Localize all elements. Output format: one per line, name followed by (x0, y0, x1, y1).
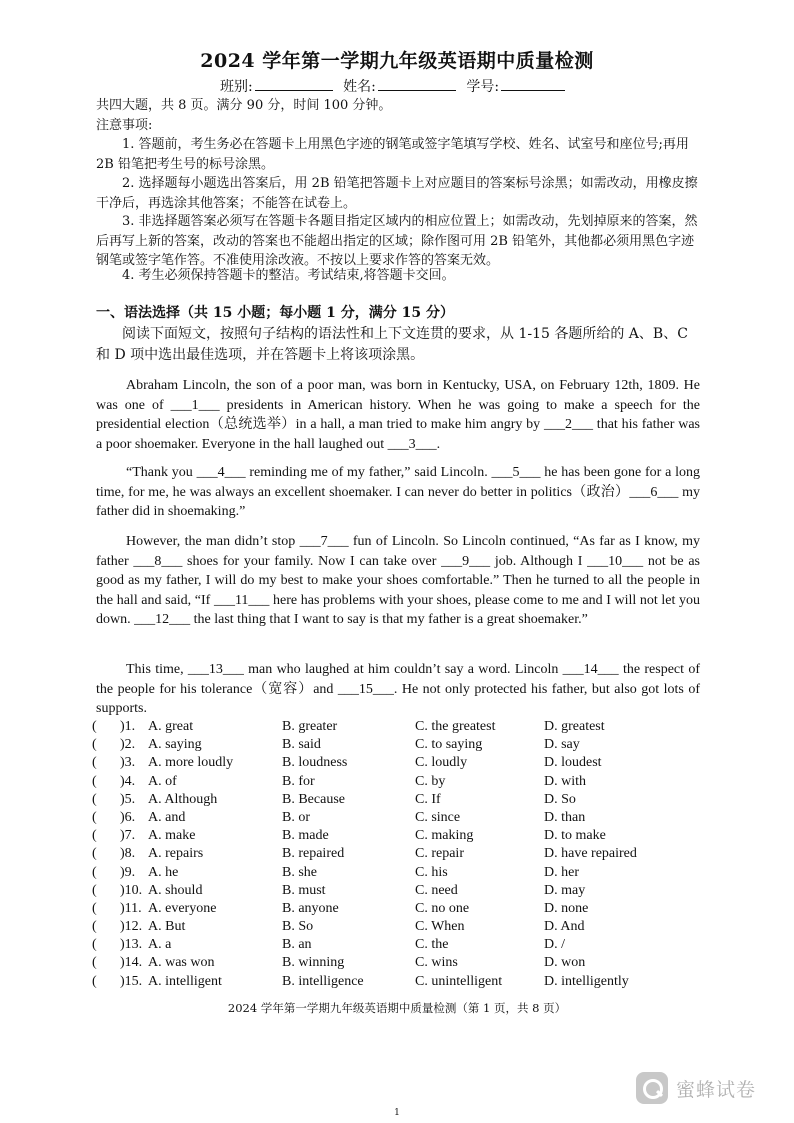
question-number: )15. (120, 973, 143, 989)
passage-paragraph-1: Abraham Lincoln, the son of a poor man, was born in Kentucky, USA, on February 12th, 1809. He was one of ___1___ presidents in American history. When he was going to make a speech for the presidential election（总统选举）in a hall, a man tried to make him angry by ___2___ that his father was a poor shoemaker. Everyone in the hall laughed out ___3___. (96, 378, 700, 452)
option-a: A. make (148, 828, 196, 844)
option-c: C. If (415, 791, 441, 807)
option-a: A. and (148, 809, 186, 825)
watermark-text: 蜜蜂试卷 (676, 1078, 757, 1101)
option-d: D. her (544, 864, 579, 880)
question-number: )13. (120, 937, 143, 953)
option-d: D. intelligently (544, 973, 629, 989)
option-c: C. by (415, 773, 446, 789)
question-number: )5. (120, 791, 136, 807)
option-c: C. no one (415, 900, 470, 916)
section-instruction: 阅读下面短文，按照句子结构的语法性和上下文连贯的要求，从 1-15 各题所给的 A、B、C 和 D 项中选出最佳选项，并在答题卡上将该项涂黑。 (96, 326, 688, 363)
option-d: D. say (544, 737, 580, 753)
question-number: )9. (120, 864, 136, 880)
option-a: A. of (148, 773, 177, 789)
question-row (92, 773, 692, 791)
answer-paren: ( (92, 773, 97, 789)
option-a: A. a (148, 937, 172, 953)
option-d: D. greatest (544, 719, 605, 734)
option-b: B. she (282, 864, 317, 880)
option-a: A. great (148, 719, 194, 734)
question-number: )3. (120, 755, 136, 771)
option-b: B. for (282, 773, 315, 789)
question-row (92, 736, 692, 754)
option-c: C. loudly (415, 755, 468, 771)
option-b: B. loudness (282, 755, 348, 771)
option-b: B. must (282, 882, 326, 898)
note-2: 2. 选择题每小题选出答案后，用 2B 铅笔把答题卡上对应题目的答案标号涂黑；如需改动，用橡皮擦干净后，再选涂其他答案；不能答在试卷上。 (96, 176, 698, 211)
option-b: B. So (282, 919, 314, 935)
option-d: D. loudest (544, 755, 602, 771)
question-number: )12. (120, 919, 143, 935)
option-c: C. wins (415, 955, 458, 971)
answer-paren: ( (92, 882, 97, 898)
passage-paragraph-4: This time, ___13___ man who laughed at him couldn’t say a word. Lincoln ___14___ the respect of the people for his tolerance（宽容）and ___15___. He not only protected his father, but also got lots of supports. (96, 662, 700, 716)
answer-paren: ( (92, 737, 97, 753)
option-c: C. the greatest (415, 719, 496, 734)
page-footer: 2024 学年第一学期九年级英语期中质量检测（第 1 页，共 8 页） (227, 1001, 567, 1015)
answer-paren: ( (92, 828, 97, 844)
option-a: A. saying (148, 737, 202, 753)
passage-paragraph-2: “Thank you ___4___ reminding me of my father,” said Lincoln. ___5___ he has been gone for a long time, for me, he was always an excellent shoemaker. I can never do better in politics（政治）___6___ my father did in shoemaking.” (96, 465, 700, 519)
answer-paren: ( (92, 919, 97, 935)
id-label: 学号: (466, 79, 500, 95)
search-bee-logo-icon (636, 1072, 668, 1104)
option-a: A. But (148, 919, 186, 935)
question-number: )1. (120, 719, 136, 734)
option-d: D. with (544, 773, 586, 789)
option-c: C. repair (415, 846, 464, 862)
question-row (92, 864, 692, 882)
question-number: )6. (120, 809, 136, 825)
option-a: A. intelligent (148, 973, 222, 989)
option-a: A. should (148, 882, 203, 898)
watermark (636, 1068, 786, 1108)
question-number: )14. (120, 955, 143, 971)
option-c: C. since (415, 809, 461, 825)
option-b: B. or (282, 809, 310, 825)
id-blank (501, 76, 565, 91)
question-row (92, 845, 692, 863)
option-c: C. unintelligent (415, 973, 503, 989)
question-number: )11. (120, 900, 142, 916)
answer-paren: ( (92, 809, 97, 825)
note-3: 3. 非选择题答案必须写在答题卡各题目指定区域内的相应位置上；如需改动，先划掉原来的答案，然后再写上新的答案，改动的答案也不能超出指定的区域；除作图可用 2B 铅笔外，其他都必须用黑色字迹钢笔或签字笔作答。不准使用涂改液。不按以上要求作答的答案无效。 (96, 214, 698, 268)
exam-overview: 共四大题，共 8 页。满分 90 分，时间 100 分钟。 (96, 98, 392, 113)
question-row (92, 882, 692, 900)
question-number: )8. (120, 846, 136, 862)
option-b: B. repaired (282, 846, 345, 862)
option-c: C. his (415, 864, 448, 880)
question-row (92, 718, 692, 736)
option-c: C. to saying (415, 737, 483, 753)
question-row (92, 809, 692, 827)
option-b: B. made (282, 828, 329, 844)
answer-paren: ( (92, 900, 97, 916)
option-b: B. greater (282, 719, 338, 734)
option-b: B. anyone (282, 900, 339, 916)
option-a: A. more loudly (148, 755, 234, 771)
option-a: A. repairs (148, 846, 204, 862)
question-number: )7. (120, 828, 136, 844)
option-d: D. none (544, 900, 589, 916)
question-number: )4. (120, 773, 136, 789)
option-c: C. When (415, 919, 465, 935)
answer-paren: ( (92, 864, 97, 880)
page-number: 1 (394, 1108, 400, 1118)
question-number: )10. (120, 882, 143, 898)
option-d: D. So (544, 791, 576, 807)
answer-paren: ( (92, 755, 97, 771)
option-b: B. winning (282, 955, 345, 971)
question-row (92, 918, 692, 936)
option-d: D. may (544, 882, 586, 898)
option-d: D. than (544, 809, 586, 825)
options-table (92, 718, 692, 991)
question-number: )2. (120, 737, 136, 753)
option-d: D. have repaired (544, 846, 637, 862)
option-b: B. an (282, 937, 312, 953)
question-row (92, 973, 692, 991)
option-b: B. said (282, 737, 321, 753)
passage-paragraph-3: However, the man didn’t stop ___7___ fun of Lincoln. So Lincoln continued, “As far as I know, my father ___8___ shoes for your family. Now I can take over ___9___ job. Although I ___10___ not be as good as my father, I will do my best to make your shoes comfortable.” Then he turned to all the people in the hall and said, “If ___11___ here has problems with your shoes, please come to me and I will not let you down. ___12___ the last thing that I want to say is that my father is a great shoemaker.” (96, 534, 700, 627)
section-heading: 一、语法选择（共 15 小题；每小题 1 分，满分 15 分） (96, 305, 454, 321)
class-blank (255, 76, 333, 91)
question-row (92, 827, 692, 845)
question-row (92, 954, 692, 972)
name-label: 姓名: (343, 79, 376, 95)
option-c: C. need (415, 882, 458, 898)
question-row (92, 754, 692, 772)
question-row (92, 936, 692, 954)
answer-paren: ( (92, 955, 97, 971)
option-b: B. intelligence (282, 973, 364, 989)
answer-paren: ( (92, 846, 97, 862)
option-a: A. everyone (148, 900, 217, 916)
name-blank (378, 76, 456, 91)
answer-paren: ( (92, 791, 97, 807)
option-a: A. was won (148, 955, 215, 971)
option-d: D. And (544, 919, 585, 935)
class-label: 班别: (220, 79, 253, 95)
question-row (92, 791, 692, 809)
student-info-line (220, 76, 571, 96)
page-title: 2024 学年第一学期九年级英语期中质量检测 (200, 50, 594, 72)
option-a: A. he (148, 864, 179, 880)
question-row (92, 900, 692, 918)
answer-paren: ( (92, 937, 97, 953)
answer-paren: ( (92, 719, 97, 734)
notes-heading: 注意事项: (96, 118, 153, 133)
option-c: C. making (415, 828, 474, 844)
option-d: D. to make (544, 828, 606, 844)
answer-paren: ( (92, 973, 97, 989)
note-4: 4. 考生必须保持答题卡的整洁。考试结束,将答题卡交回。 (122, 268, 455, 283)
option-d: D. / (544, 937, 565, 953)
note-1: 1. 答题前，考生务必在答题卡上用黑色字迹的钢笔或签字笔填写学校、姓名、试室号和座位号;再用 2B 铅笔把考生号的标号涂黑。 (96, 137, 689, 172)
option-a: A. Although (148, 791, 218, 807)
option-c: C. the (415, 937, 449, 953)
option-b: B. Because (282, 791, 345, 807)
option-d: D. won (544, 955, 586, 971)
